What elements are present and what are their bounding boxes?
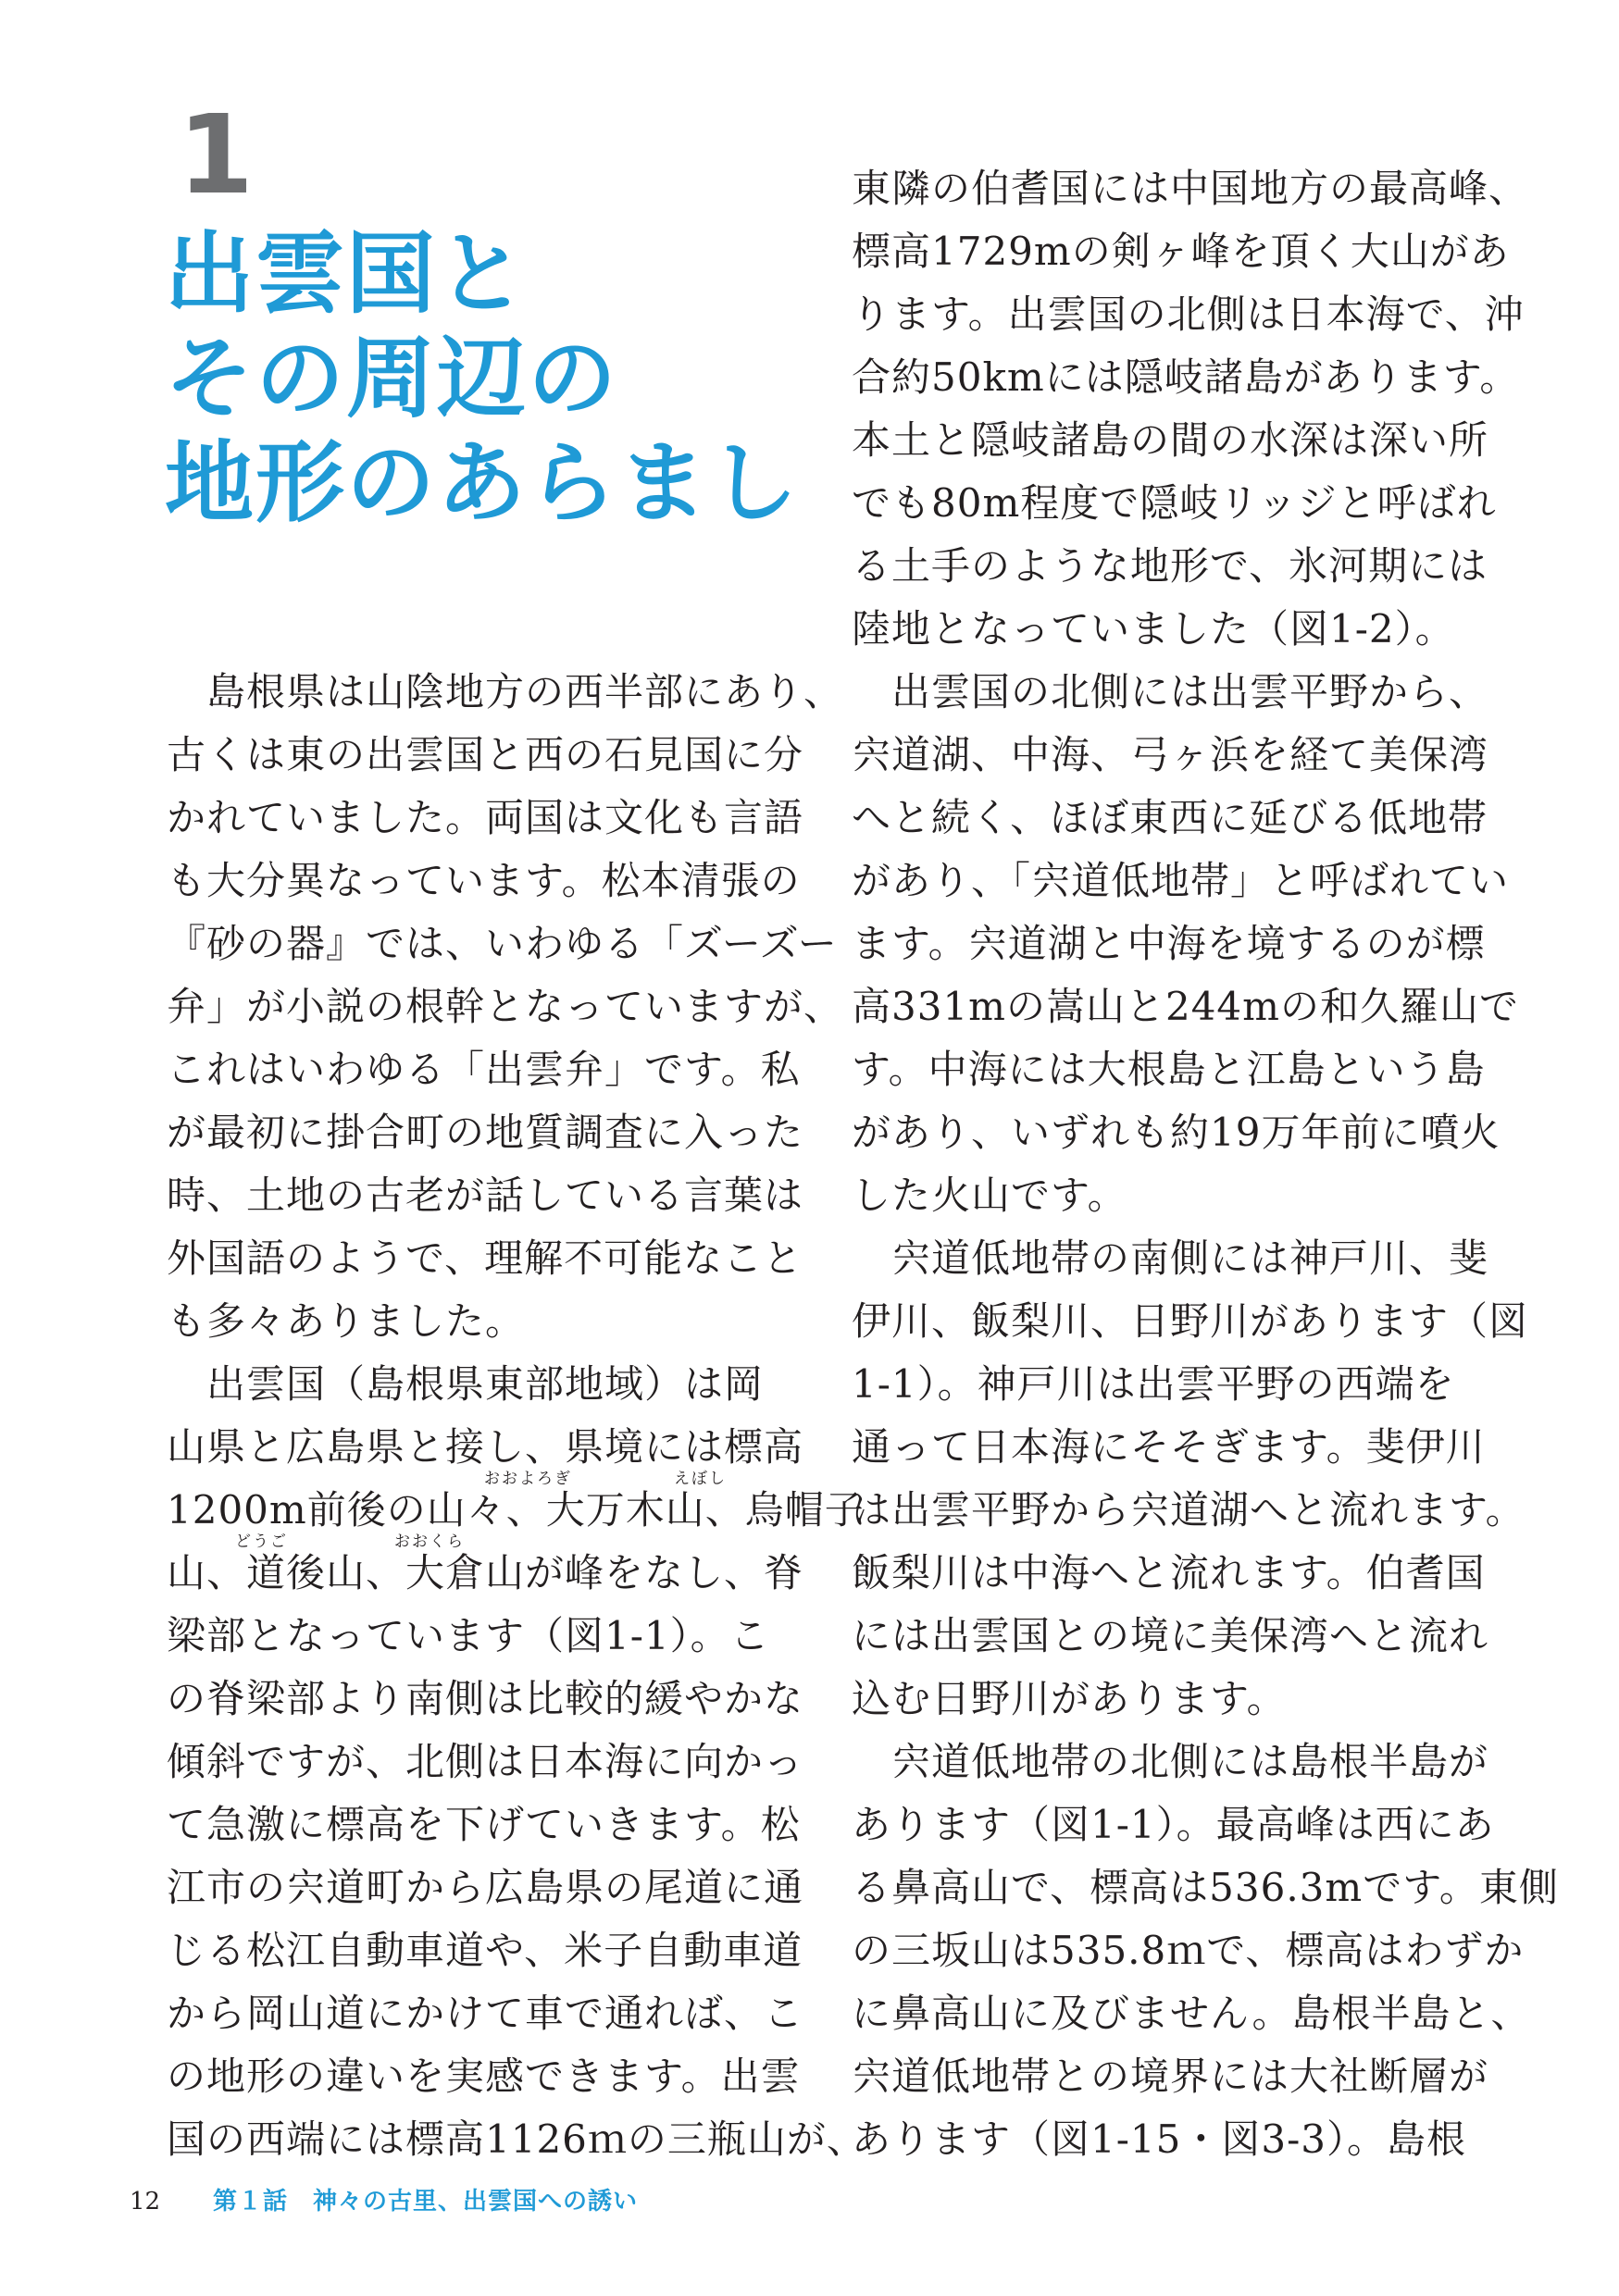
- text-line: 『砂の器』では、いわゆる「ズーズー: [167, 921, 838, 966]
- text-line: 本土と隠岐諸島の間の水深は深い所: [852, 417, 1489, 463]
- text-line: す。中海には大根島と江島という島: [852, 1047, 1486, 1092]
- text-line: が最初に掛合町の地質調査に入った: [167, 1110, 804, 1155]
- text-line: ります。出雲国の北側は日本海で、沖: [852, 292, 1525, 337]
- text-line: には出雲国との境に美保湾へと流れ: [852, 1613, 1489, 1658]
- text-line: へと続く、ほぼ東西に延びる低地帯: [852, 795, 1488, 840]
- text-line: 山、道後山、大倉山が峰をなし、脊: [167, 1550, 804, 1595]
- text-line: から岡山道にかけて車で通れば、こ: [167, 1991, 804, 2036]
- ruby-annotation: おおくら: [394, 1533, 465, 1551]
- text-line: の三坂山は535.8ｍで、標高はわずか: [852, 1928, 1525, 1973]
- text-line: も多々ありました。: [167, 1298, 526, 1344]
- text-line: これはいわゆる「出雲弁」です。私: [167, 1047, 801, 1092]
- text-line: 宍道低地帯との境界には大社断層が: [852, 2054, 1489, 2099]
- text-line: した火山です。: [852, 1173, 1127, 1218]
- text-line: 島根県は山陰地方の西半部にあり、: [167, 669, 844, 714]
- text-line: があり、「宍道低地帯」と呼ばれてい: [852, 858, 1510, 903]
- chapter-title-line: 地形のあらまし: [165, 431, 800, 535]
- text-line-with-ruby: [167, 1533, 804, 1605]
- chapter-title: [165, 222, 831, 536]
- text-line: 傾斜ですが、北側は日本海に向かっ: [167, 1739, 804, 1784]
- text-line: 1-1）。神戸川は出雲平野の西端を: [852, 1361, 1455, 1407]
- text-line: の地形の違いを実感できます。出雲: [167, 2054, 801, 2099]
- text-line: でも80m程度で隠岐リッジと呼ばれ: [852, 480, 1497, 526]
- text-line: 飯梨川は中海へと流れます。伯耆国: [852, 1550, 1486, 1595]
- text-line: 山県と広島県と接し、県境には標高: [167, 1424, 804, 1470]
- text-line: 陸地となっていました（図1-2）。: [852, 606, 1455, 652]
- text-line: 合約50kmには隠岐諸島があります。: [852, 354, 1520, 400]
- text-line: て急激に標高を下げていきます。松: [167, 1802, 801, 1847]
- text-line: あります（図1-1）。最高峰は西にあ: [852, 1802, 1495, 1847]
- text-line: る土手のような地形で、氷河期には: [852, 543, 1488, 589]
- text-line: 宍道低地帯の南側には神戸川、斐: [852, 1235, 1489, 1281]
- text-line: 外国語のようで、理解不可能なこと: [167, 1235, 803, 1281]
- text-line: 標高1729mの剣ヶ峰を頂く大山があ: [852, 229, 1510, 274]
- text-line: じる松江自動車道や、米子自動車道: [167, 1928, 803, 1973]
- text-line: 国の西端には標高1126ｍの三瓶山が、: [167, 2116, 866, 2162]
- right-text-column: [852, 157, 1559, 2171]
- text-line: も大分異なっています。松本清張の: [167, 858, 801, 903]
- text-line: 通って日本海にそそぎます。斐伊川: [852, 1424, 1486, 1470]
- text-line: かれていました。両国は文化も言語: [167, 795, 804, 840]
- chapter-title-line: その周辺の: [165, 327, 618, 430]
- text-line: 1200m前後の山々、大万木山、烏帽子: [167, 1487, 865, 1533]
- running-head: 第１話 神々の古里、出雲国への誘い: [213, 2188, 639, 2215]
- ruby-annotation: おおよろぎ: [484, 1470, 572, 1488]
- text-line: ます。宍道湖と中海を境するのが標: [852, 921, 1486, 966]
- chapter-number: 1: [178, 91, 255, 218]
- text-line: 込む日野川があります。: [852, 1676, 1287, 1721]
- text-line: 高331mの嵩山と244mの和久羅山で: [852, 984, 1519, 1029]
- text-line: 時、土地の古老が話している言葉は: [167, 1173, 804, 1218]
- text-line: 出雲国（島根県東部地域）は岡: [167, 1361, 765, 1407]
- text-line: は出雲平野から宍道湖へと流れます。: [852, 1487, 1526, 1533]
- text-line: 出雲国の北側には出雲平野から、: [852, 669, 1489, 714]
- text-line: 東隣の伯耆国には中国地方の最高峰、: [852, 166, 1529, 211]
- text-line: 宍道低地帯の北側には島根半島が: [852, 1739, 1489, 1784]
- text-line: る鼻高山で、標高は536.3mです。東側: [852, 1865, 1559, 1910]
- text-line: があり、いずれも約19万年前に噴火: [852, 1110, 1501, 1155]
- text-line: あります（図1-15・図3-3）。島根: [852, 2116, 1466, 2162]
- text-line: 弁」が小説の根幹となっていますが、: [167, 984, 844, 1029]
- text-line: 宍道湖、中海、弓ヶ浜を経て美保湾: [852, 732, 1489, 777]
- ruby-annotation: えぼし: [674, 1470, 727, 1488]
- ruby-annotation: どうご: [235, 1533, 288, 1551]
- text-line: 伊川、飯梨川、日野川があります（図: [852, 1298, 1529, 1344]
- chapter-title-line: 出雲国と: [165, 222, 528, 326]
- text-line: に鼻高山に及びません。島根半島と、: [852, 1991, 1531, 2036]
- text-line: 梁部となっています（図1-1）。こ: [167, 1613, 770, 1658]
- text-line: 江市の宍道町から広島県の尾道に通: [167, 1865, 804, 1910]
- text-line: 古くは東の出雲国と西の石見国に分: [167, 732, 804, 777]
- page-footer: [130, 2182, 638, 2219]
- text-line: の脊梁部より南側は比較的緩やかな: [167, 1676, 804, 1721]
- left-text-column: [167, 661, 866, 2171]
- page-number: 12: [130, 2188, 161, 2215]
